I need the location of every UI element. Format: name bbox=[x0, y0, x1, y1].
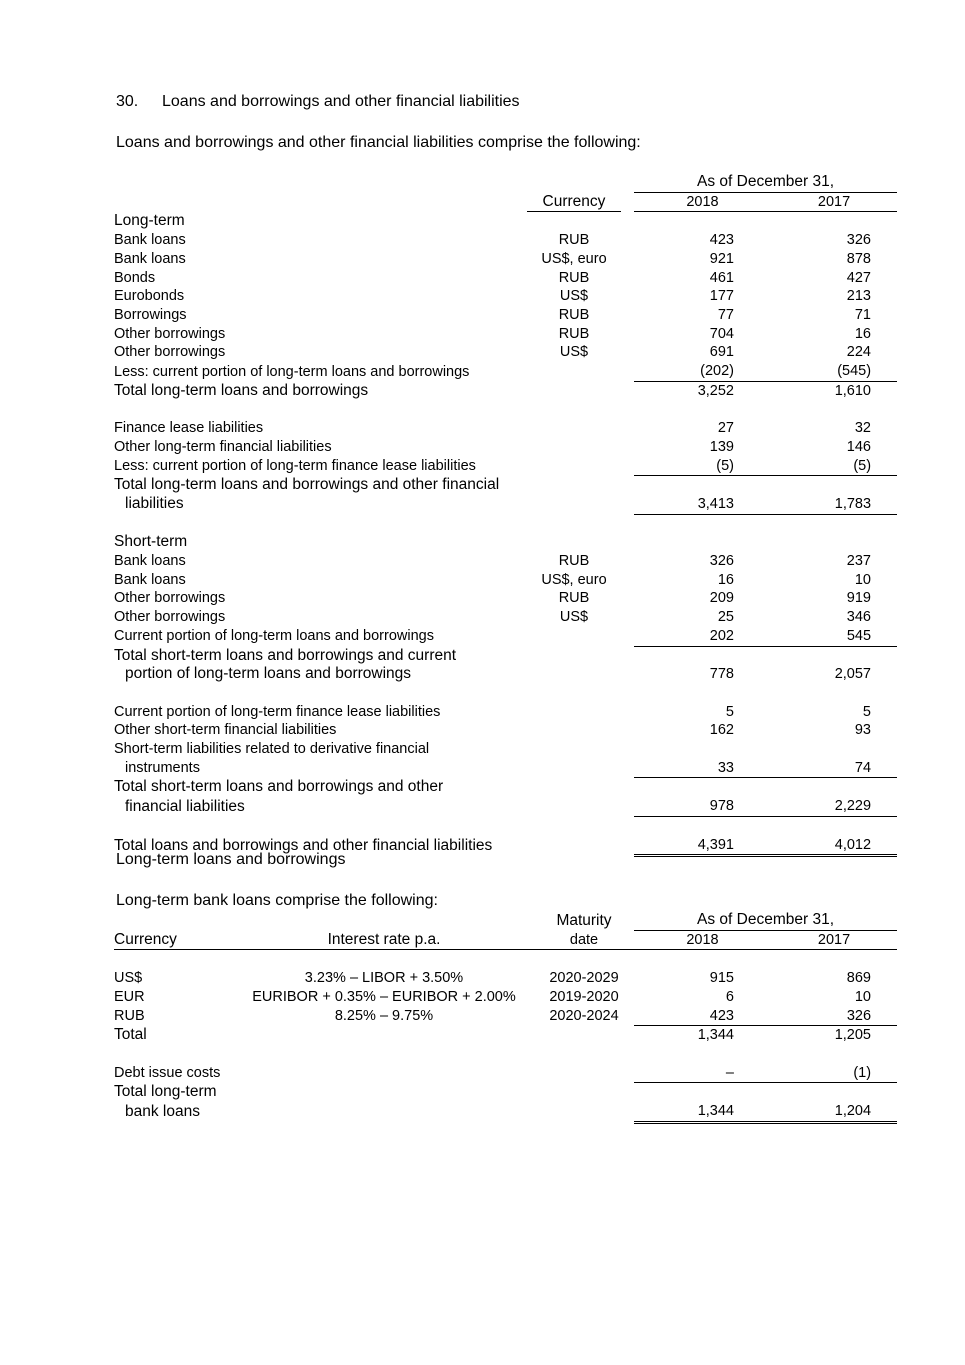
value-2018: 691 bbox=[709, 344, 734, 361]
value-2018: 423 bbox=[709, 232, 734, 249]
row-label: Bank loans bbox=[114, 250, 186, 267]
table-row bbox=[114, 969, 897, 988]
value-2017: 869 bbox=[846, 970, 871, 987]
table-row bbox=[114, 988, 897, 1007]
subheading-long-term: Long-term loans and borrowings bbox=[116, 851, 346, 868]
value-2018: 423 bbox=[634, 1007, 771, 1026]
row-maturity: 2020-2024 bbox=[549, 1008, 619, 1024]
short-term-header: Short-term bbox=[114, 533, 188, 551]
row-maturity: 2019-2020 bbox=[549, 988, 619, 1005]
value-2018: (5) bbox=[634, 457, 771, 476]
total-label-line2: bank loans bbox=[125, 1103, 200, 1121]
table-row bbox=[114, 1007, 897, 1026]
total-label-line2: financial liabilities bbox=[125, 797, 245, 815]
value-2017: 10 bbox=[854, 988, 871, 1005]
row-label: Current portion of long-term loans and borrowings bbox=[114, 628, 434, 645]
total-row-cont bbox=[114, 797, 897, 816]
value-2017: 224 bbox=[846, 344, 871, 361]
value-2017: 1,205 bbox=[834, 1027, 871, 1044]
row-label: Other short-term financial liabilities bbox=[114, 722, 337, 739]
total-row bbox=[114, 476, 897, 495]
value-2017: 2,057 bbox=[834, 666, 871, 683]
table-row bbox=[114, 325, 897, 344]
table-header-row bbox=[114, 930, 897, 950]
section-heading bbox=[116, 93, 520, 111]
row-label: Bonds bbox=[114, 269, 156, 286]
row-label: Other borrowings bbox=[114, 609, 226, 626]
section-label-row bbox=[114, 212, 897, 231]
row-label-line1: Short-term liabilities related to derivative financial bbox=[114, 741, 430, 758]
value-2017: 427 bbox=[846, 269, 871, 286]
table-row bbox=[114, 287, 897, 306]
total-row-cont bbox=[114, 665, 897, 684]
value-2018: 16 bbox=[717, 571, 734, 588]
value-2017: 32 bbox=[854, 420, 871, 437]
table-row bbox=[114, 703, 897, 722]
year-2018-header: 2018 bbox=[634, 192, 771, 212]
intro-text: Loans and borrowings and other financial liabilities comprise the following: bbox=[116, 134, 641, 151]
value-2018: 25 bbox=[717, 609, 734, 626]
row-currency: RUB bbox=[558, 325, 590, 342]
row-currency: RUB bbox=[558, 232, 590, 249]
value-2018: 978 bbox=[634, 797, 771, 816]
value-2017: 237 bbox=[846, 553, 871, 570]
as-of-header: As of December 31, bbox=[634, 911, 897, 930]
maturity-header-line1: Maturity bbox=[556, 911, 612, 929]
section-title: Loans and borrowings and other financial liabilities bbox=[162, 93, 520, 110]
value-2017: 878 bbox=[846, 250, 871, 267]
table-row bbox=[114, 269, 897, 288]
row-currency bbox=[527, 362, 621, 381]
table-header-row bbox=[114, 192, 897, 212]
row-label: Bank loans bbox=[114, 553, 186, 570]
total-label-line1: Total short-term loans and borrowings and current bbox=[114, 646, 457, 664]
row-label: Less: current portion of long-term finance lease liabilities bbox=[114, 458, 476, 475]
value-2017: 10 bbox=[854, 571, 871, 588]
row-label: Bank loans bbox=[114, 571, 186, 588]
intro-text-2: Long-term bank loans comprise the following: bbox=[116, 892, 438, 909]
total-label-line1: Total short-term loans and borrowings and other bbox=[114, 778, 444, 796]
value-2018: 915 bbox=[709, 970, 734, 987]
total-row bbox=[114, 1083, 897, 1102]
value-2017: 326 bbox=[771, 1007, 897, 1026]
value-2018: 139 bbox=[709, 438, 734, 455]
value-2018: 921 bbox=[709, 250, 734, 267]
row-rate: 3.23% – LIBOR + 3.50% bbox=[304, 970, 464, 987]
row-currency: EUR bbox=[114, 988, 145, 1005]
row-currency: US$, euro bbox=[541, 250, 607, 267]
total-label-line2: liabilities bbox=[125, 495, 184, 513]
value-2018: 3,252 bbox=[697, 382, 734, 399]
value-2018: 778 bbox=[709, 666, 734, 683]
table-row bbox=[114, 589, 897, 608]
table-row bbox=[114, 608, 897, 627]
table-row bbox=[114, 438, 897, 457]
row-currency: US$ bbox=[559, 344, 589, 361]
value-2018: – bbox=[634, 1064, 771, 1083]
currency-column-header: Currency bbox=[527, 192, 621, 212]
total-label-line1: Total long-term bbox=[114, 1083, 217, 1101]
table-row bbox=[114, 457, 897, 476]
table-row bbox=[114, 740, 897, 759]
row-label: Eurobonds bbox=[114, 288, 185, 305]
value-2017: (5) bbox=[771, 457, 897, 476]
year-2018-header: 2018 bbox=[634, 930, 771, 950]
value-2018: 209 bbox=[709, 590, 734, 607]
value-2017: (1) bbox=[771, 1064, 897, 1083]
value-2018: 5 bbox=[725, 703, 734, 720]
value-2018: 27 bbox=[717, 420, 734, 437]
value-2017: 1,783 bbox=[771, 495, 897, 514]
row-rate: 8.25% – 9.75% bbox=[334, 1008, 434, 1024]
row-label-line2: instruments bbox=[125, 760, 200, 777]
row-label: Less: current portion of long-term loans and borrowings bbox=[114, 363, 470, 380]
value-2017: 16 bbox=[854, 325, 871, 342]
value-2017: 93 bbox=[854, 722, 871, 739]
year-2017-header: 2017 bbox=[771, 192, 897, 212]
row-label: Finance lease liabilities bbox=[114, 420, 264, 437]
total-row bbox=[114, 1026, 897, 1045]
value-2017: 213 bbox=[846, 288, 871, 305]
grand-total-label: Total loans and borrowings and other financial liabilities bbox=[114, 837, 493, 854]
value-2018: (202) bbox=[634, 362, 771, 381]
row-label: Bank loans bbox=[114, 232, 186, 249]
bank-loans-table bbox=[114, 911, 897, 1124]
table-row bbox=[114, 627, 897, 646]
value-2017: 146 bbox=[846, 438, 871, 455]
value-2018: 6 bbox=[725, 988, 734, 1005]
value-2018: 162 bbox=[709, 722, 734, 739]
value-2018: 704 bbox=[709, 325, 734, 342]
value-2018: 1,344 bbox=[697, 1027, 734, 1044]
row-currency: US$, euro bbox=[541, 571, 607, 588]
total-label: Total long-term loans and borrowings bbox=[114, 381, 369, 399]
row-label: Other long-term financial liabilities bbox=[114, 438, 332, 455]
row-currency: RUB bbox=[558, 590, 590, 607]
value-2017: 71 bbox=[854, 306, 871, 323]
value-2017: 919 bbox=[846, 590, 871, 607]
row-label: Other borrowings bbox=[114, 325, 226, 342]
total-label-line1: Total long-term loans and borrowings and other financial bbox=[114, 476, 500, 494]
interest-rate-header: Interest rate p.a. bbox=[234, 930, 534, 950]
value-2018: 461 bbox=[709, 269, 734, 286]
row-currency: RUB bbox=[114, 1008, 145, 1024]
value-2018: 77 bbox=[717, 306, 734, 323]
value-2017: 4,012 bbox=[771, 836, 897, 856]
row-currency: RUB bbox=[558, 306, 590, 323]
row-currency: US$ bbox=[114, 970, 143, 987]
table-row bbox=[114, 250, 897, 269]
loans-table bbox=[114, 173, 897, 857]
value-2017: 346 bbox=[846, 609, 871, 626]
value-2018: 1,344 bbox=[634, 1102, 771, 1122]
total-row-cont bbox=[114, 1102, 897, 1122]
row-label: Other borrowings bbox=[114, 590, 226, 607]
total-row-cont bbox=[114, 495, 897, 514]
row-label: Borrowings bbox=[114, 306, 187, 323]
value-2018: 202 bbox=[634, 627, 771, 646]
row-currency: US$ bbox=[559, 288, 589, 305]
value-2017: (545) bbox=[771, 362, 897, 381]
as-of-header: As of December 31, bbox=[634, 173, 897, 192]
total-label-line2: portion of long-term loans and borrowings bbox=[125, 665, 412, 683]
row-label: Other borrowings bbox=[114, 344, 226, 361]
table-row-cont bbox=[114, 759, 897, 778]
section-number: 30. bbox=[116, 93, 139, 110]
table-header-group-row bbox=[114, 911, 897, 930]
table-row bbox=[114, 721, 897, 740]
value-2017: 545 bbox=[771, 627, 897, 646]
value-2017: 1,610 bbox=[834, 382, 871, 399]
value-2017: 5 bbox=[862, 703, 871, 720]
table-row bbox=[114, 419, 897, 438]
total-label: Total bbox=[114, 1026, 147, 1044]
row-rate: EURIBOR + 0.35% – EURIBOR + 2.00% bbox=[252, 988, 516, 1005]
row-currency: RUB bbox=[558, 269, 590, 286]
row-currency: RUB bbox=[558, 553, 590, 570]
value-2018: 3,413 bbox=[634, 495, 771, 514]
value-2017: 74 bbox=[771, 759, 897, 778]
long-term-header: Long-term bbox=[114, 212, 185, 230]
table-row bbox=[114, 552, 897, 571]
row-label: Debt issue costs bbox=[114, 1065, 221, 1082]
currency-column-header: Currency bbox=[114, 930, 234, 950]
value-2018: 177 bbox=[709, 288, 734, 305]
year-2017-header: 2017 bbox=[771, 930, 897, 950]
section-label-row bbox=[114, 533, 897, 552]
value-2017: 2,229 bbox=[771, 797, 897, 816]
total-row bbox=[114, 646, 897, 665]
value-2018: 326 bbox=[709, 553, 734, 570]
table-row bbox=[114, 343, 897, 362]
row-currency bbox=[527, 627, 621, 646]
table-header-group-row bbox=[114, 173, 897, 192]
table-row bbox=[114, 1064, 897, 1083]
table-row bbox=[114, 231, 897, 250]
table-row bbox=[114, 571, 897, 590]
value-2017: 1,204 bbox=[771, 1102, 897, 1122]
table-row bbox=[114, 306, 897, 325]
table-row bbox=[114, 362, 897, 381]
value-2018: 4,391 bbox=[634, 836, 771, 856]
total-row bbox=[114, 778, 897, 797]
total-row bbox=[114, 381, 897, 400]
row-maturity: 2020-2029 bbox=[549, 970, 619, 987]
maturity-header-line2: date bbox=[534, 930, 634, 950]
row-currency: US$ bbox=[559, 609, 589, 626]
value-2017: 326 bbox=[846, 232, 871, 249]
value-2018: 33 bbox=[634, 759, 771, 778]
row-label: Current portion of long-term finance lease liabilities bbox=[114, 703, 441, 720]
